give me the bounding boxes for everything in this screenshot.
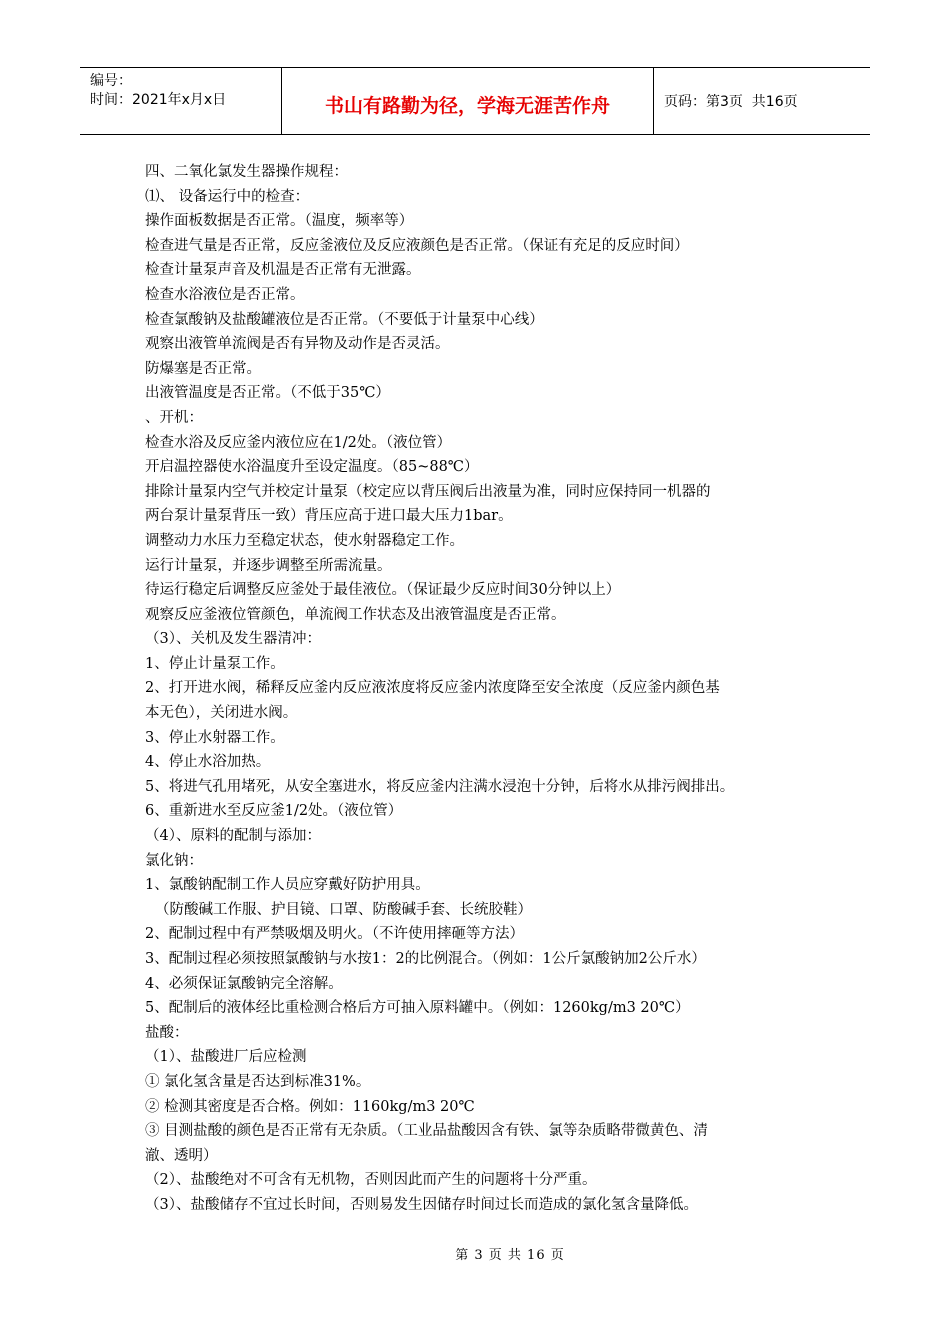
body-line: ② 检测其密度是否合格。例如：1160kg/m3 20℃ bbox=[145, 1098, 475, 1115]
body-line: 4、停止水浴加热。 bbox=[145, 754, 271, 771]
body-line: 两台泵计量泵背压一致）背压应高于进口最大压力1bar。 bbox=[145, 508, 513, 525]
body-line: 防爆塞是否正常。 bbox=[145, 360, 261, 377]
body-line: （4）、原料的配制与添加： bbox=[145, 828, 321, 845]
document-header bbox=[80, 67, 870, 135]
body-line: 5、将进气孔用堵死，从安全塞进水，将反应釜内注满水浸泡十分钟，后将水从排污阀排出。 bbox=[145, 778, 735, 795]
body-line: 开启温控器使水浴温度升至设定温度。（85~88℃） bbox=[145, 459, 479, 476]
body-line: 运行计量泵，并逐步调整至所需流量。 bbox=[145, 557, 392, 574]
body-line: （3）、关机及发生器清冲： bbox=[145, 631, 321, 648]
body-line: 观察出液管单流阀是否有异物及动作是否灵活。 bbox=[145, 336, 450, 353]
page-footer bbox=[0, 1244, 950, 1263]
body-line: 盐酸： bbox=[145, 1024, 189, 1041]
body-line: 观察反应釜液位管颜色，单流阀工作状态及出液管温度是否正常。 bbox=[145, 606, 566, 623]
body-line: （2）、盐酸绝对不可含有无机物，否则因此而产生的问题将十分严重。 bbox=[145, 1172, 597, 1189]
header-page-cell bbox=[654, 68, 870, 134]
body-line: （3）、盐酸储存不宜过长时间，否则易发生因储存时间过长而造成的氯化氢含量降低。 bbox=[145, 1196, 698, 1213]
body-line: 出液管温度是否正常。（不低于35℃） bbox=[145, 385, 390, 402]
body-line: 排除计量泵内空气并校定计量泵（校定应以背压阀后出液量为准，同时应保持同一机器的 bbox=[145, 483, 711, 500]
body-line: （1）、盐酸进厂后应检测 bbox=[145, 1049, 307, 1066]
body-line: 1、停止计量泵工作。 bbox=[145, 655, 285, 672]
body-line: 调整动力水压力至稳定状态，使水射器稳定工作。 bbox=[145, 532, 464, 549]
body-line: ⑴、 设备运行中的检查： bbox=[145, 188, 310, 205]
body-line: 检查氯酸钠及盐酸罐液位是否正常。（不要低于计量泵中心线） bbox=[145, 311, 544, 328]
body-line: 本无色），关闭进水阀。 bbox=[145, 705, 298, 722]
body-line: 2、配制过程中有严禁吸烟及明火。（不许使用摔砸等方法） bbox=[145, 926, 524, 943]
body-line: ③ 目测盐酸的颜色是否正常有无杂质。（工业品盐酸因含有铁、氯等杂质略带微黄色、清 bbox=[145, 1123, 708, 1140]
motto-text: 书山有路勤为径，学海无涯苦作舟 bbox=[324, 94, 610, 117]
header-motto-cell bbox=[282, 68, 654, 134]
body-line: 澈、透明） bbox=[145, 1147, 218, 1164]
body-line: 2、打开进水阀，稀释反应釜内反应液浓度将反应釜内浓度降至安全浓度（反应釜内颜色基 bbox=[145, 680, 720, 697]
document-body bbox=[145, 160, 825, 1218]
header-meta-cell bbox=[80, 68, 282, 134]
body-line: （防酸碱工作服、护目镜、口罩、防酸碱手套、长统胶鞋） bbox=[155, 901, 532, 918]
body-line: 待运行稳定后调整反应釜处于最佳液位。（保证最少反应时间30分钟以上） bbox=[145, 582, 621, 599]
body-line: 检查水浴及反应釜内液位应在1/2处。（液位管） bbox=[145, 434, 452, 451]
body-line: 检查水浴液位是否正常。 bbox=[145, 286, 305, 303]
body-line: 1、氯酸钠配制工作人员应穿戴好防护用具。 bbox=[145, 877, 430, 894]
body-line: 四、二氧化氯发生器操作规程： bbox=[145, 164, 348, 180]
body-line: 3、停止水射器工作。 bbox=[145, 729, 285, 746]
body-line: 5、配制后的液体经比重检测合格后方可抽入原料罐中。（例如：1260kg/m3 20℃） bbox=[145, 1000, 690, 1017]
document-date-label: 时间：2021年x月x日 bbox=[90, 92, 227, 108]
body-line: 6、重新进水至反应釜1/2处。（液位管） bbox=[145, 803, 403, 820]
body-line: 检查进气量是否正常，反应釜液位及反应液颜色是否正常。（保证有充足的反应时间） bbox=[145, 237, 689, 254]
body-line: ① 氯化氢含量是否达到标准31%。 bbox=[145, 1073, 371, 1090]
body-line: 、开机： bbox=[145, 409, 203, 426]
body-line: 氯化钠： bbox=[145, 852, 203, 869]
body-line: 4、必须保证氯酸钠完全溶解。 bbox=[145, 975, 343, 992]
body-line: 检查计量泵声音及机温是否正常有无泄露。 bbox=[145, 262, 421, 279]
body-line: 操作面板数据是否正常。（温度，频率等） bbox=[145, 213, 414, 230]
body-line: 3、配制过程必须按照氯酸钠与水按1：2的比例混合。（例如：1公斤氯酸钠加2公斤水） bbox=[145, 951, 706, 967]
document-number-label: 编号： bbox=[90, 73, 132, 89]
footer-page-number: 第 3 页 共 16 页 bbox=[455, 1248, 565, 1263]
header-page-number: 页码：第3页 共16页 bbox=[664, 94, 798, 110]
